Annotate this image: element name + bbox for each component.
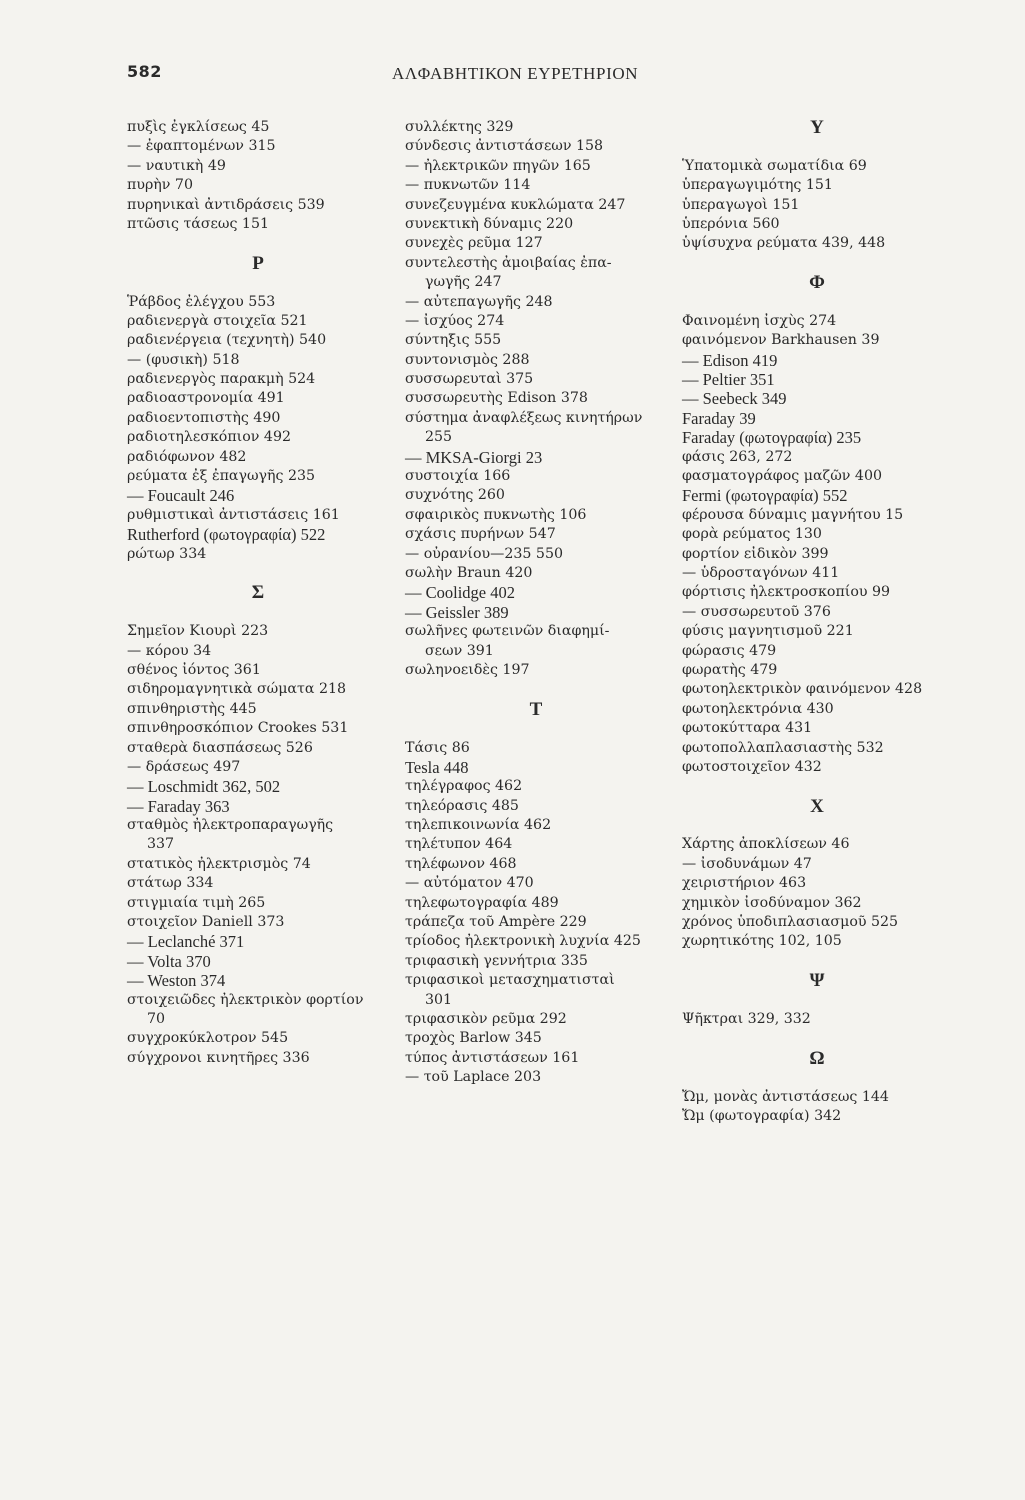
index-spacer bbox=[127, 603, 389, 622]
index-entry: — ἰσχύος 274 bbox=[405, 312, 505, 329]
index-entry: — ἰσοδυνάμων 47 bbox=[682, 855, 812, 872]
index-entry: — MKSA-Giorgi 23 bbox=[405, 447, 543, 467]
section-letter-heading: Ρ bbox=[252, 252, 264, 274]
index-entry: — Peltier 351 bbox=[682, 370, 775, 390]
index-entry: φωτοστοιχεῖον 432 bbox=[682, 758, 822, 775]
index-column-1 bbox=[127, 118, 389, 1068]
index-entry: — ὑδροσταγόνων 411 bbox=[682, 564, 840, 581]
index-entry: τύπος ἀντιστάσεων 161 bbox=[405, 1049, 580, 1066]
index-entry: σύντηξις 555 bbox=[405, 332, 502, 349]
index-entry: — ναυτικὴ 49 bbox=[127, 157, 226, 174]
index-entry: τηλεόρασις 485 bbox=[405, 797, 519, 814]
section-letter-heading: Ψ bbox=[809, 970, 825, 992]
index-entry: ραδιοαστρονομία 491 bbox=[127, 390, 285, 407]
section-letter-heading: Τ bbox=[529, 698, 543, 720]
index-entry: τρίοδος ἠλεκτρονικὴ λυχνία 425 bbox=[405, 933, 641, 950]
index-entry: φάσις 263, 272 bbox=[682, 448, 793, 465]
index-entry: ραδιενέργεια (τεχνητὴ) 540 bbox=[127, 332, 327, 349]
index-entry: — οὐρανίου—235 550 bbox=[405, 545, 563, 562]
index-spacer bbox=[405, 680, 667, 699]
index-entry: χρόνος ὑποδιπλασιασμοῦ 525 bbox=[682, 914, 899, 931]
index-entry: σωλὴν Braun 420 bbox=[405, 564, 533, 581]
index-entry: φορὰ ρεύματος 130 bbox=[682, 526, 822, 543]
index-entry: φώρασις 479 bbox=[682, 642, 777, 659]
index-entry: — πυκνωτῶν 114 bbox=[405, 177, 531, 194]
index-entry: — δράσεως 497 bbox=[127, 758, 241, 775]
index-entry: — Leclanché 371 bbox=[127, 932, 245, 952]
index-entry: τηλέφωνον 468 bbox=[405, 855, 517, 872]
index-entry: σωληνοειδὲς 197 bbox=[405, 661, 530, 678]
index-entry: — Geissler 389 bbox=[405, 602, 509, 622]
index-entry: — αὐτόματον 470 bbox=[405, 875, 534, 892]
index-entry: στοιχειῶδες ἠλεκτρικὸν φορτίον bbox=[127, 991, 364, 1008]
section-letter-heading: Υ bbox=[810, 117, 824, 138]
index-entry: συλλέκτης 329 bbox=[405, 119, 514, 135]
index-entry-continuation: 255 bbox=[425, 429, 453, 446]
index-entry: Fermi (φωτογραφία) 552 bbox=[682, 486, 848, 506]
index-entry-continuation: γωγῆς 247 bbox=[425, 274, 502, 291]
section-letter-heading: Ω bbox=[809, 1047, 825, 1069]
index-entry: — Edison 419 bbox=[682, 350, 778, 370]
index-spacer bbox=[127, 564, 389, 583]
index-entry: ραδιοεντοπιστὴς 490 bbox=[127, 409, 281, 426]
index-entry: — Faraday 363 bbox=[127, 796, 230, 816]
index-entry: Tesla 448 bbox=[405, 757, 469, 777]
index-entry: — ἐφαπτομένων 315 bbox=[127, 138, 276, 155]
index-entry: τηλεπικοινωνία 462 bbox=[405, 817, 552, 834]
index-entry: ραδιενεργὰ στοιχεῖα 521 bbox=[127, 312, 308, 329]
index-entry: τριφασικοὶ μετασχηματισταὶ bbox=[405, 972, 615, 989]
index-entry-continuation: 337 bbox=[147, 836, 175, 853]
index-entry: φόρτισις ἠλεκτροσκοπίου 99 bbox=[682, 584, 891, 601]
index-entry: σύγχρονοι κινητῆρες 336 bbox=[127, 1049, 310, 1066]
index-entry: — αὐτεπαγωγῆς 248 bbox=[405, 293, 553, 310]
index-entry: — συσσωρευτοῦ 376 bbox=[682, 603, 831, 620]
index-entry: — Coolidge 402 bbox=[405, 583, 515, 603]
index-entry: συσσωρευτὴς Edison 378 bbox=[405, 390, 588, 407]
index-entry: σύνδεσις ἀντιστάσεων 158 bbox=[405, 138, 604, 155]
index-entry: συνεχὲς ρεῦμα 127 bbox=[405, 235, 543, 252]
index-entry: Ψῆκτραι 329, 332 bbox=[682, 1010, 811, 1027]
index-entry: σύστημα ἀναφλέξεως κινητήρων bbox=[405, 409, 643, 426]
index-entry: συστοιχία 166 bbox=[405, 468, 511, 485]
index-entry: — τοῦ Laplace 203 bbox=[405, 1069, 542, 1086]
index-entry: φωτοηλεκτρόνια 430 bbox=[682, 700, 834, 717]
index-entry: χωρητικότης 102, 105 bbox=[682, 933, 842, 950]
index-entry: συσσωρευταὶ 375 bbox=[405, 371, 534, 388]
index-entry: ραδιενεργὸς παρακμὴ 524 bbox=[127, 371, 316, 388]
index-entry: συντελεστὴς ἀμοιβαίας ἐπα- bbox=[405, 254, 612, 271]
index-spacer bbox=[682, 1068, 952, 1087]
index-spacer bbox=[682, 777, 952, 796]
index-spacer bbox=[682, 816, 952, 835]
index-spacer bbox=[682, 952, 952, 971]
index-entry: τηλεφωτογραφία 489 bbox=[405, 894, 559, 911]
running-head-title: ΑΛΦΑΒΗΤΙΚΟΝ ΕΥΡΕΤΗΡΙΟΝ bbox=[392, 64, 639, 83]
index-column-2 bbox=[405, 118, 667, 1088]
section-letter-heading: Σ bbox=[251, 582, 265, 604]
index-entry: συνεκτικὴ δύναμις 220 bbox=[405, 215, 574, 232]
index-entry: Τάσις 86 bbox=[405, 739, 470, 756]
index-column-3 bbox=[682, 118, 952, 1126]
index-spacer bbox=[682, 1029, 952, 1048]
index-entry: Σημεῖον Κιουρὶ 223 bbox=[127, 623, 269, 640]
index-entry: φωρατὴς 479 bbox=[682, 661, 778, 678]
index-entry: Rutherford (φωτογραφία) 522 bbox=[127, 525, 326, 545]
index-spacer bbox=[682, 991, 952, 1010]
index-entry: φωτοκύτταρα 431 bbox=[682, 720, 813, 737]
index-entry: σχάσις πυρήνων 547 bbox=[405, 526, 556, 543]
index-spacer bbox=[682, 293, 952, 312]
index-entry: — Foucault 246 bbox=[127, 486, 235, 506]
index-entry: συντονισμὸς 288 bbox=[405, 351, 530, 368]
section-letter-heading: Χ bbox=[810, 795, 824, 817]
index-entry: σθένος ἰόντος 361 bbox=[127, 661, 261, 678]
index-entry: τροχὸς Barlow 345 bbox=[405, 1030, 542, 1047]
index-spacer bbox=[405, 719, 667, 738]
index-entry: φορτίον εἰδικὸν 399 bbox=[682, 545, 829, 562]
index-entry: σιδηρομαγνητικὰ σώματα 218 bbox=[127, 681, 347, 698]
index-entry: ρώτωρ 334 bbox=[127, 545, 207, 562]
index-entry: Ὑπατομικὰ σωματίδια 69 bbox=[682, 157, 867, 174]
index-entry: Φαινομένη ἰσχὺς 274 bbox=[682, 312, 837, 329]
index-entry: στιγμιαία τιμὴ 265 bbox=[127, 894, 266, 911]
index-entry: χημικὸν ἰσοδύναμον 362 bbox=[682, 894, 862, 911]
index-entry: — ἠλεκτρικῶν πηγῶν 165 bbox=[405, 157, 591, 174]
index-entry: σπινθηροσκόπιον Crookes 531 bbox=[127, 720, 349, 737]
index-entry: στατικὸς ἠλεκτρισμὸς 74 bbox=[127, 855, 311, 872]
index-entry: ρεύματα ἐξ ἐπαγωγῆς 235 bbox=[127, 468, 316, 485]
index-entry: ὑπερόνια 560 bbox=[682, 215, 780, 232]
index-entry: — Seebeck 349 bbox=[682, 389, 787, 409]
index-entry: φωτοπολλαπλασιαστὴς 532 bbox=[682, 739, 884, 756]
index-entry: πυρηνικαὶ ἀντιδράσεις 539 bbox=[127, 196, 325, 213]
index-entry: — Weston 374 bbox=[127, 971, 226, 991]
index-entry: ὑπεραγωγιμότης 151 bbox=[682, 177, 833, 194]
index-entry-continuation: 301 bbox=[425, 991, 453, 1008]
index-entry: τράπεζα τοῦ Ampère 229 bbox=[405, 914, 587, 931]
index-entry: — Volta 370 bbox=[127, 951, 211, 971]
index-entry: φωτοηλεκτρικὸν φαινόμενον 428 bbox=[682, 681, 923, 698]
index-entry: τηλέτυπον 464 bbox=[405, 836, 513, 853]
index-entry: φασματογράφος μαζῶν 400 bbox=[682, 468, 882, 485]
index-entry: ὑψίσυχνα ρεύματα 439, 448 bbox=[682, 235, 886, 252]
index-entry: φαινόμενον Barkhausen 39 bbox=[682, 332, 880, 349]
index-entry: — Loschmidt 362, 502 bbox=[127, 777, 281, 797]
index-entry: σταθερὰ διασπάσεως 526 bbox=[127, 739, 313, 756]
index-spacer bbox=[127, 273, 389, 292]
index-entry: ρυθμιστικαὶ ἀντιστάσεις 161 bbox=[127, 506, 340, 523]
index-entry: Χάρτης ἀποκλίσεων 46 bbox=[682, 836, 850, 853]
index-entry: σταθμὸς ἠλεκτροπαραγωγῆς bbox=[127, 817, 334, 834]
index-entry: Ὤμ (φωτογραφία) 342 bbox=[682, 1107, 842, 1124]
index-entry-continuation: 70 bbox=[147, 1010, 166, 1027]
index-entry: ὑπεραγωγοὶ 151 bbox=[682, 196, 800, 213]
section-letter-heading: Φ bbox=[809, 272, 825, 294]
index-entry: στοιχεῖον Daniell 373 bbox=[127, 914, 285, 931]
index-entry: — κόρου 34 bbox=[127, 642, 212, 659]
index-entry: συχνότης 260 bbox=[405, 487, 505, 504]
index-entry: ραδιόφωνον 482 bbox=[127, 448, 247, 465]
index-entry: τριφασικὸν ρεῦμα 292 bbox=[405, 1010, 567, 1027]
index-entry: συνεζευγμένα κυκλώματα 247 bbox=[405, 196, 626, 213]
index-entry: πυρὴν 70 bbox=[127, 177, 193, 194]
index-spacer bbox=[682, 254, 952, 273]
index-entry: πτῶσις τάσεως 151 bbox=[127, 215, 270, 232]
page-number: 582 bbox=[127, 62, 162, 81]
index-entry: χειριστήριον 463 bbox=[682, 875, 807, 892]
index-entry: σπινθηριστὴς 445 bbox=[127, 700, 257, 717]
index-entry: τηλέγραφος 462 bbox=[405, 778, 523, 795]
index-entry: Ὤμ, μονὰς ἀντιστάσεως 144 bbox=[682, 1088, 889, 1105]
index-entry: τριφασικὴ γεννήτρια 335 bbox=[405, 952, 588, 969]
index-entry: στάτωρ 334 bbox=[127, 875, 214, 892]
index-entry: Faraday (φωτογραφία) 235 bbox=[682, 428, 862, 448]
index-entry: — (φυσικὴ) 518 bbox=[127, 351, 240, 368]
index-entry: φέρουσα δύναμις μαγνήτου 15 bbox=[682, 506, 904, 523]
index-entry: σωλῆνες φωτεινῶν διαφημί- bbox=[405, 623, 610, 640]
index-spacer bbox=[127, 234, 389, 253]
index-entry: σφαιρικὸς πυκνωτὴς 106 bbox=[405, 506, 587, 523]
index-entry: συγχροκύκλοτρον 545 bbox=[127, 1030, 289, 1047]
index-entry: φύσις μαγνητισμοῦ 221 bbox=[682, 623, 854, 640]
index-entry-continuation: σεων 391 bbox=[425, 642, 494, 659]
index-entry: ραδιοτηλεσκόπιον 492 bbox=[127, 429, 291, 446]
index-spacer bbox=[682, 137, 952, 156]
index-entry: Ῥάβδος ἐλέγχου 553 bbox=[127, 293, 276, 310]
index-entry: πυξὶς ἐγκλίσεως 45 bbox=[127, 119, 270, 135]
index-entry: Faraday 39 bbox=[682, 408, 756, 428]
